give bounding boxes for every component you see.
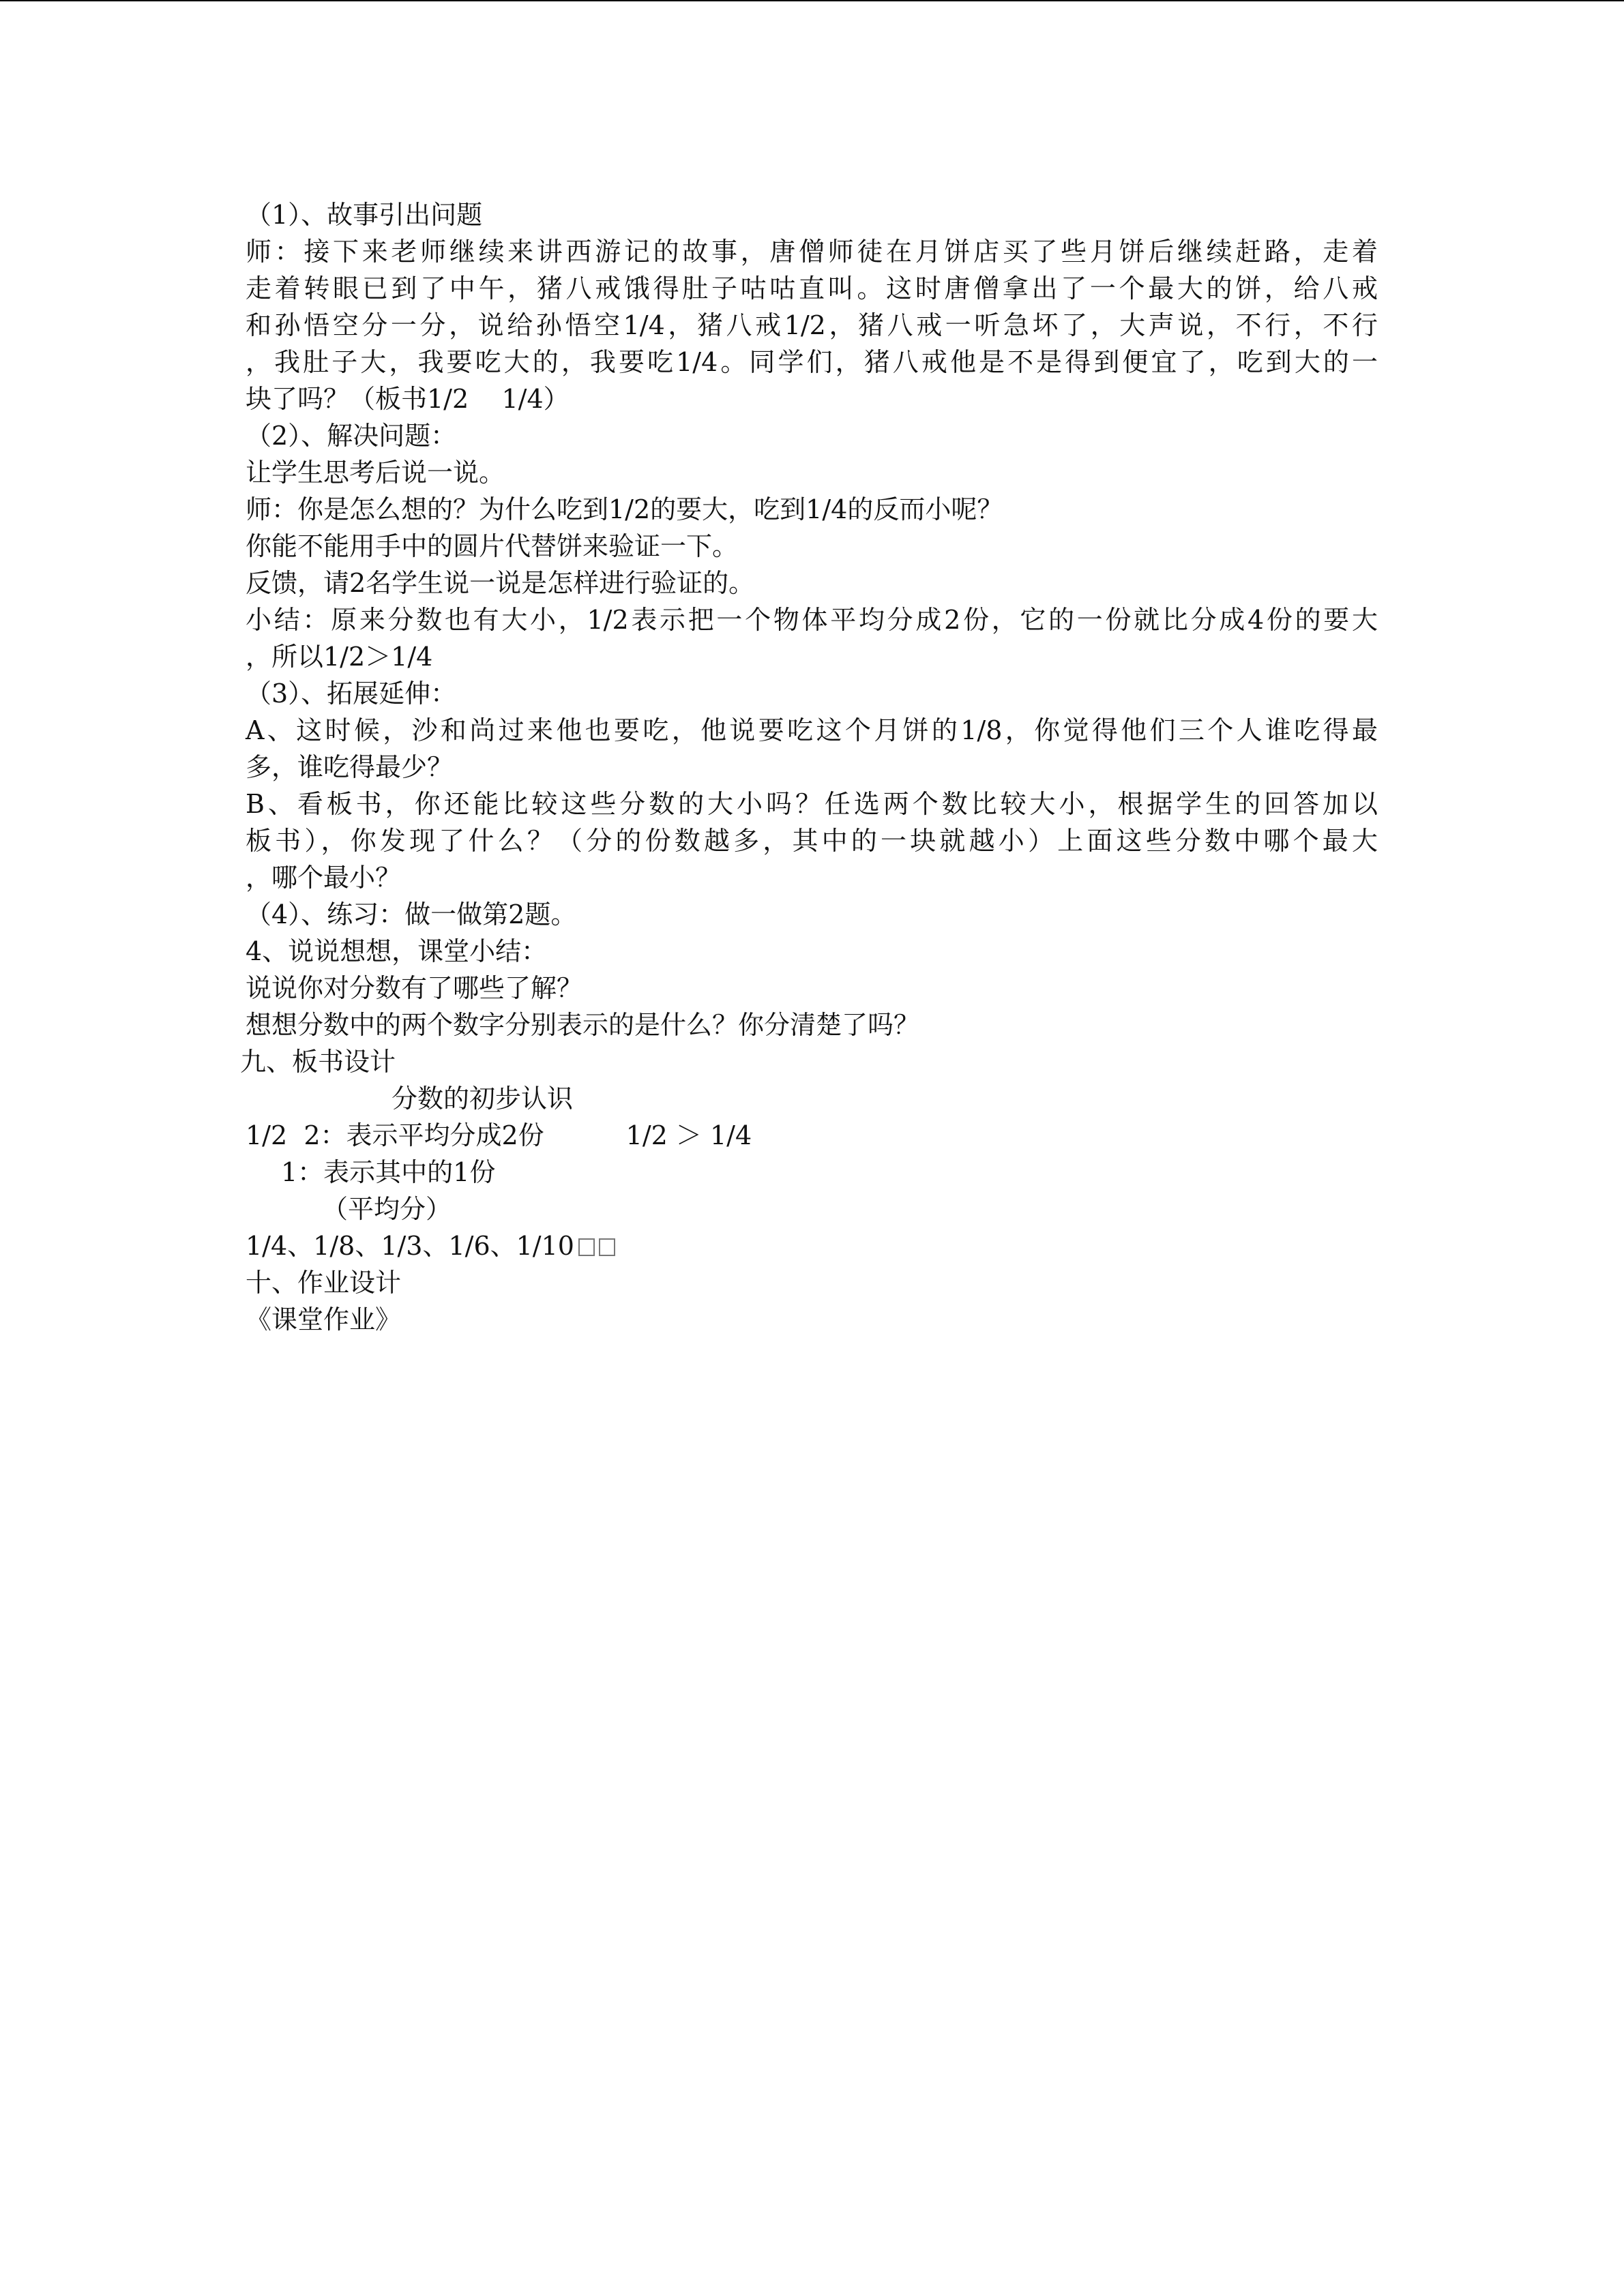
paragraph-line: 板书），你发现了什么？（分的份数越多，其中的一块就越小）上面这些分数中哪个最大 — [246, 826, 1378, 856]
board-line-part: 1：表示其中的1份 — [281, 1157, 496, 1187]
board-line-half — [246, 1117, 1378, 1154]
paragraph-line: 块了吗？（板书1/2 1/4） — [246, 384, 570, 414]
placeholder-box-icon — [599, 1238, 615, 1256]
paragraph-line: 想想分数中的两个数字分别表示的是什么？你分清楚了吗？ — [246, 1010, 920, 1040]
board-fraction-list — [246, 1227, 1378, 1264]
paragraph-line: 让学生思考后说一说。 — [246, 458, 505, 488]
section-heading-extend: （3）、拓展延伸： — [246, 679, 457, 709]
section-heading-story: （1）、故事引出问题 — [246, 200, 483, 230]
paragraph-line: 反馈，请2名学生说一说是怎样进行验证的。 — [246, 568, 755, 598]
board-title: 分数的初步认识 — [392, 1084, 574, 1114]
placeholder-box-icon — [578, 1238, 595, 1256]
board-line-average: （平均分） — [322, 1194, 452, 1224]
paragraph-line: 说说你对分数有了哪些了解？ — [246, 973, 583, 1003]
fraction-list-text: 1/4、1/8、1/3、1/6、1/10 — [246, 1231, 574, 1261]
paragraph-line: 师：接下来老师继续来讲西游记的故事，唐僧师徒在月饼店买了些月饼后继续赶路，走着 — [246, 237, 1378, 267]
paragraph-line: ，所以1/2＞1/4 — [246, 642, 433, 672]
board-half-meaning: 1/2 2：表示平均分成2份 — [246, 1120, 544, 1150]
paragraph-line: B、看板书，你还能比较这些分数的大小吗？任选两个数比较大小，根据学生的回答加以 — [246, 789, 1378, 819]
paragraph-line: 走着转眼已到了中午，猪八戒饿得肚子咕咕直叫。这时唐僧拿出了一个最大的饼，给八戒 — [246, 273, 1378, 303]
board-comparison: 1/2 ＞ 1/4 — [625, 1120, 752, 1150]
paragraph-line: 多，谁吃得最少？ — [246, 752, 454, 782]
section-heading-summary: 4、说说想想，课堂小结： — [246, 936, 548, 966]
paragraph-line: 和孙悟空分一分，说给孙悟空1/4，猪八戒1/2，猪八戒一听急坏了，大声说，不行，不行 — [246, 310, 1378, 340]
paragraph-line: A、这时候，沙和尚过来他也要吃，他说要吃这个月饼的1/8，你觉得他们三个人谁吃得最 — [246, 715, 1378, 745]
section-heading-board-design: 九、板书设计 — [240, 1047, 396, 1077]
paragraph-line: ，哪个最小？ — [246, 863, 402, 893]
paragraph-line: 你能不能用手中的圆片代替饼来验证一下。 — [246, 531, 739, 561]
section-heading-homework: 十、作业设计 — [246, 1268, 402, 1298]
paragraph-line: 师：你是怎么想的？为什么吃到1/2的要大，吃到1/4的反而小呢？ — [246, 494, 1003, 524]
document-body — [240, 196, 1378, 1338]
homework-item: 《课堂作业》 — [246, 1304, 402, 1335]
section-heading-practice: （4）、练习：做一做第2题。 — [246, 899, 577, 929]
section-heading-solve: （2）、解决问题： — [246, 421, 457, 451]
paragraph-line: 小结：原来分数也有大小，1/2表示把一个物体平均分成2份，它的一份就比分成4份的要大 — [246, 605, 1378, 635]
paragraph-line: ，我肚子大，我要吃大的，我要吃1/4。同学们，猪八戒他是不是得到便宜了，吃到大的一 — [246, 347, 1378, 377]
